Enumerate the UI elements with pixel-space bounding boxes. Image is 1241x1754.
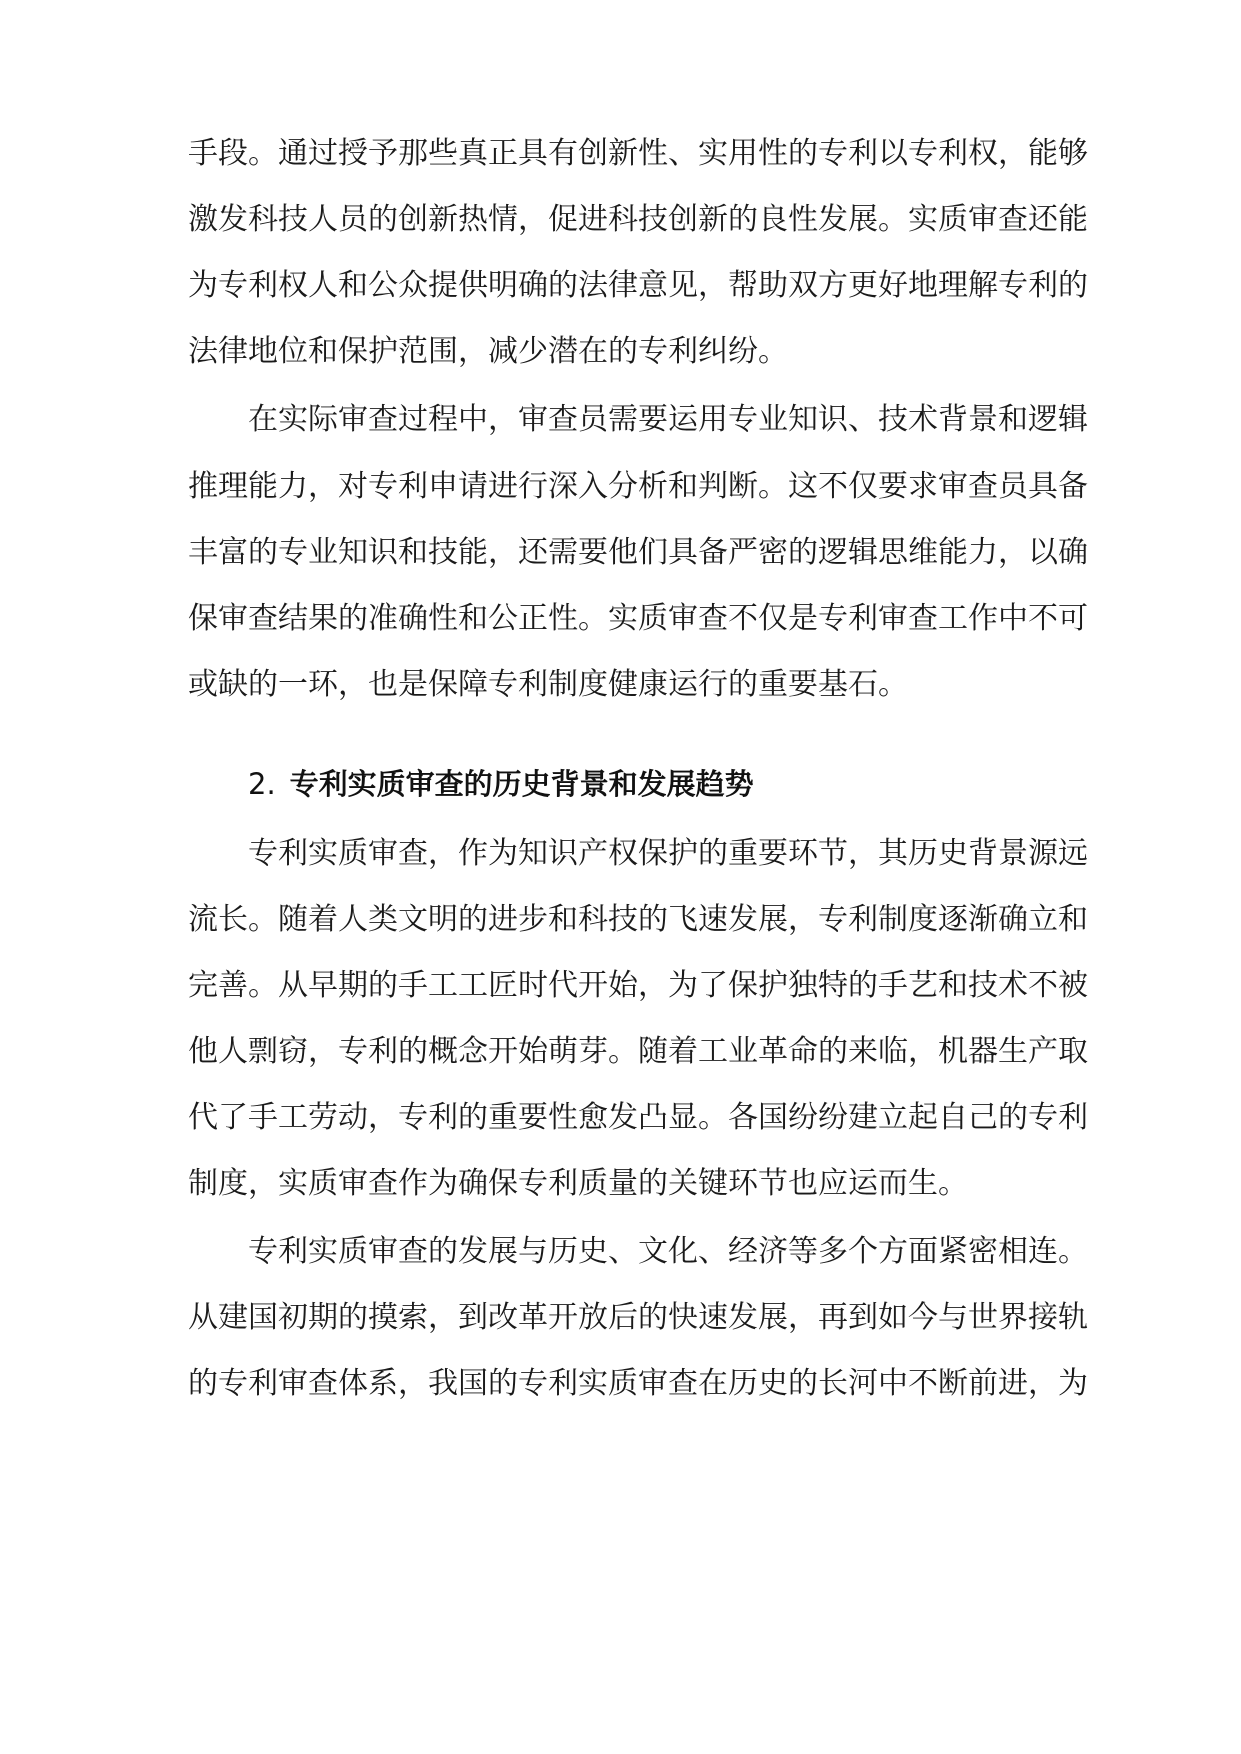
paragraph-4-line-2: 从建国初期的摸索，到改革开放后的快速发展，再到如今与世界接轨	[188, 1300, 1088, 1335]
paragraph-4-line-1: 专利实质审查的发展与历史、文化、经济等多个方面紧密相连。	[248, 1234, 1088, 1269]
paragraph-2-line-2: 推理能力，对专利申请进行深入分析和判断。这不仅要求审查员具备	[188, 469, 1088, 504]
paragraph-2-line-3: 丰富的专业知识和技能，还需要他们具备严密的逻辑思维能力，以确	[188, 535, 1088, 570]
paragraph-1-line-4: 法律地位和保护范围，减少潜在的专利纠纷。	[188, 334, 788, 369]
paragraph-3-line-6: 制度，实质审查作为确保专利质量的关键环节也应运而生。	[188, 1166, 968, 1201]
paragraph-2-line-4: 保审查结果的准确性和公正性。实质审查不仅是专利审查工作中不可	[188, 601, 1088, 636]
section-heading	[248, 764, 754, 804]
section-number: 2.	[248, 767, 276, 801]
paragraph-2-line-5: 或缺的一环，也是保障专利制度健康运行的重要基石。	[188, 667, 908, 702]
paragraph-3-line-2: 流长。随着人类文明的进步和科技的飞速发展，专利制度逐渐确立和	[188, 902, 1088, 937]
paragraph-3-line-4: 他人剽窃，专利的概念开始萌芽。随着工业革命的来临，机器生产取	[188, 1034, 1088, 1069]
paragraph-1-line-2: 激发科技人员的创新热情，促进科技创新的良性发展。实质审查还能	[188, 202, 1088, 237]
paragraph-1-line-1: 手段。通过授予那些真正具有创新性、实用性的专利以专利权，能够	[188, 136, 1088, 171]
paragraph-3-line-5: 代了手工劳动，专利的重要性愈发凸显。各国纷纷建立起自己的专利	[188, 1100, 1088, 1135]
paragraph-3-line-3: 完善。从早期的手工工匠时代开始，为了保护独特的手艺和技术不被	[188, 968, 1088, 1003]
paragraph-3-line-1: 专利实质审查，作为知识产权保护的重要环节，其历史背景源远	[248, 836, 1088, 871]
section-title: 专利实质审查的历史背景和发展趋势	[289, 767, 754, 801]
paragraph-1-line-3: 为专利权人和公众提供明确的法律意见，帮助双方更好地理解专利的	[188, 268, 1088, 303]
paragraph-4-line-3: 的专利审查体系，我国的专利实质审查在历史的长河中不断前进，为	[188, 1366, 1088, 1401]
paragraph-2-line-1: 在实际审查过程中，审查员需要运用专业知识、技术背景和逻辑	[248, 402, 1088, 437]
